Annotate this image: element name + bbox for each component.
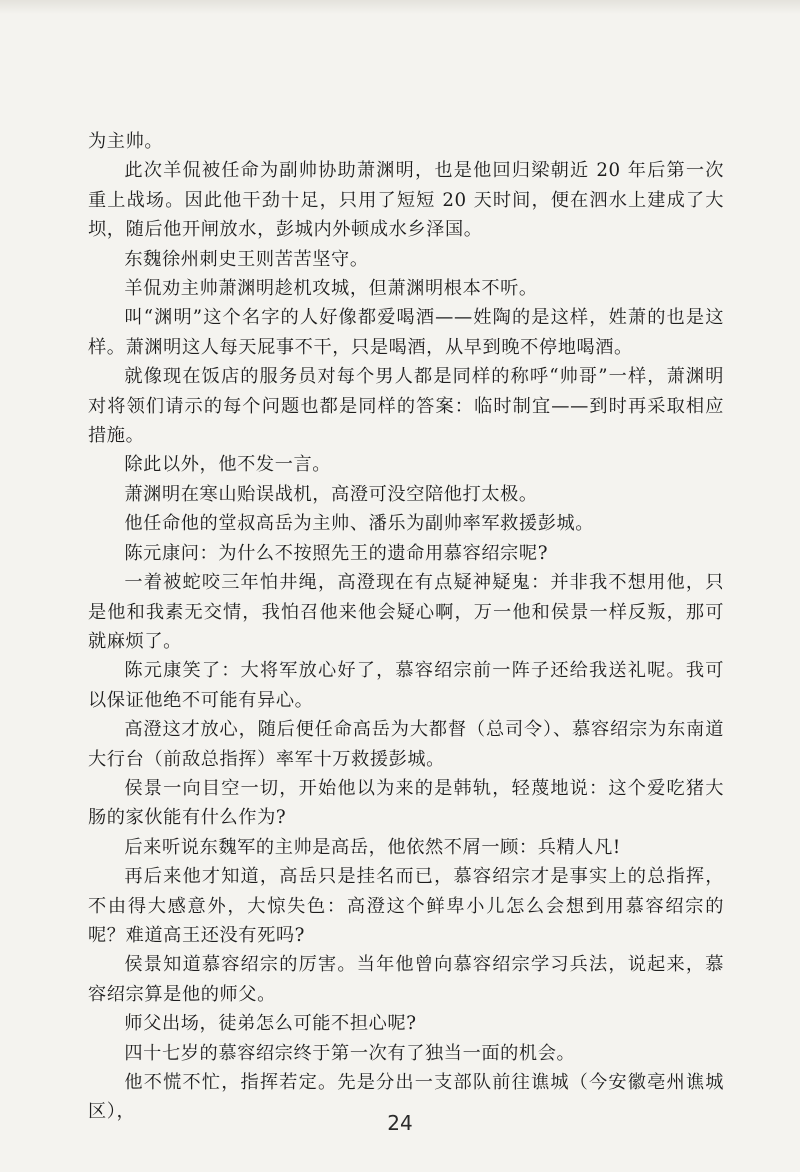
page-top-edge <box>0 0 800 14</box>
paragraph-11: 一着被蛇咬三年怕井绳，高澄现在有点疑神疑鬼：并非我不想用他，只是他和我素无交情，我怕召他来他会疑心啊，万一他和侯景一样反叛，那可就麻烦了。 <box>88 572 724 652</box>
paragraph-6: 就像现在饭店的服务员对每个男人都是同样的称呼“帅哥”一样，萧渊明对将领们请示的每个问题也都是同样的答案：临时制宜——到时再采取相应措施。 <box>88 366 724 447</box>
paragraph-13: 高澄这才放心，随后便任命高岳为大都督（总司令）、慕容绍宗为东南道大行台（前敌总指挥）率军十万救援彭城。 <box>88 719 724 770</box>
paragraph-2: 此次羊侃被任命为副帅协助萧渊明，也是他回归梁朝近 20 年后第一次重上战场。因此他干劲十足，只用了短短 20 天时间，便在泗水上建成了大坝，随后他开闸放水，彭城内外顿成水乡泽国。 <box>88 160 724 241</box>
paragraph-7: 除此以外，他不发一言。 <box>124 454 332 476</box>
paragraph-5: 叫“渊明”这个名字的人好像都爱喝酒——姓陶的是这样，姓萧的也是这样。萧渊明这人每天屁事不干，只是喝酒，从早到晚不停地喝酒。 <box>88 307 724 358</box>
paragraph-18: 师父出场，徒弟怎么可能不担心呢? <box>124 1013 417 1035</box>
paragraph-17: 侯景知道慕容绍宗的厉害。当年他曾向慕容绍宗学习兵法，说起来，慕容绍宗算是他的师父。 <box>88 954 724 1005</box>
body-text <box>88 127 724 1127</box>
paragraph-9: 他任命他的堂叔高岳为主帅、潘乐为副帅率军救援彭城。 <box>124 513 595 535</box>
paragraph-12: 陈元康笑了：大将军放心好了，慕容绍宗前一阵子还给我送礼呢。我可以保证他绝不可能有异心。 <box>88 660 724 711</box>
paragraph-3: 东魏徐州刺史王则苦苦坚守。 <box>124 248 369 270</box>
paragraph-19: 四十七岁的慕容绍宗终于第一次有了独当一面的机会。 <box>124 1042 576 1064</box>
paragraph-15: 后来听说东魏军的主帅是高岳，他依然不屑一顾：兵精人凡! <box>124 836 621 858</box>
paragraph-10: 陈元康问：为什么不按照先王的遗命用慕容绍宗呢? <box>124 542 549 564</box>
paragraph-8: 萧渊明在寒山贻误战机，高澄可没空陪他打太极。 <box>124 483 538 505</box>
paragraph-16: 再后来他才知道，高岳只是挂名而已，慕容绍宗才是事实上的总指挥，不由得大感意外，大惊失色：高澄这个鲜卑小儿怎么会想到用慕容绍宗的呢？难道高王还没有死吗? <box>88 866 724 946</box>
paragraph-20: 他不慌不忙，指挥若定。先是分出一支部队前往谯城（今安徽亳州谯城区）， <box>88 1072 724 1123</box>
paragraph-1: 为主帅。 <box>88 131 164 152</box>
page-number: 24 <box>387 1111 413 1135</box>
paragraph-4: 羊侃劝主帅萧渊明趁机攻城，但萧渊明根本不听。 <box>124 278 538 300</box>
paragraph-14: 侯景一向目空一切，开始他以为来的是韩轨，轻蔑地说：这个爱吃猪大肠的家伙能有什么作为? <box>88 777 724 829</box>
